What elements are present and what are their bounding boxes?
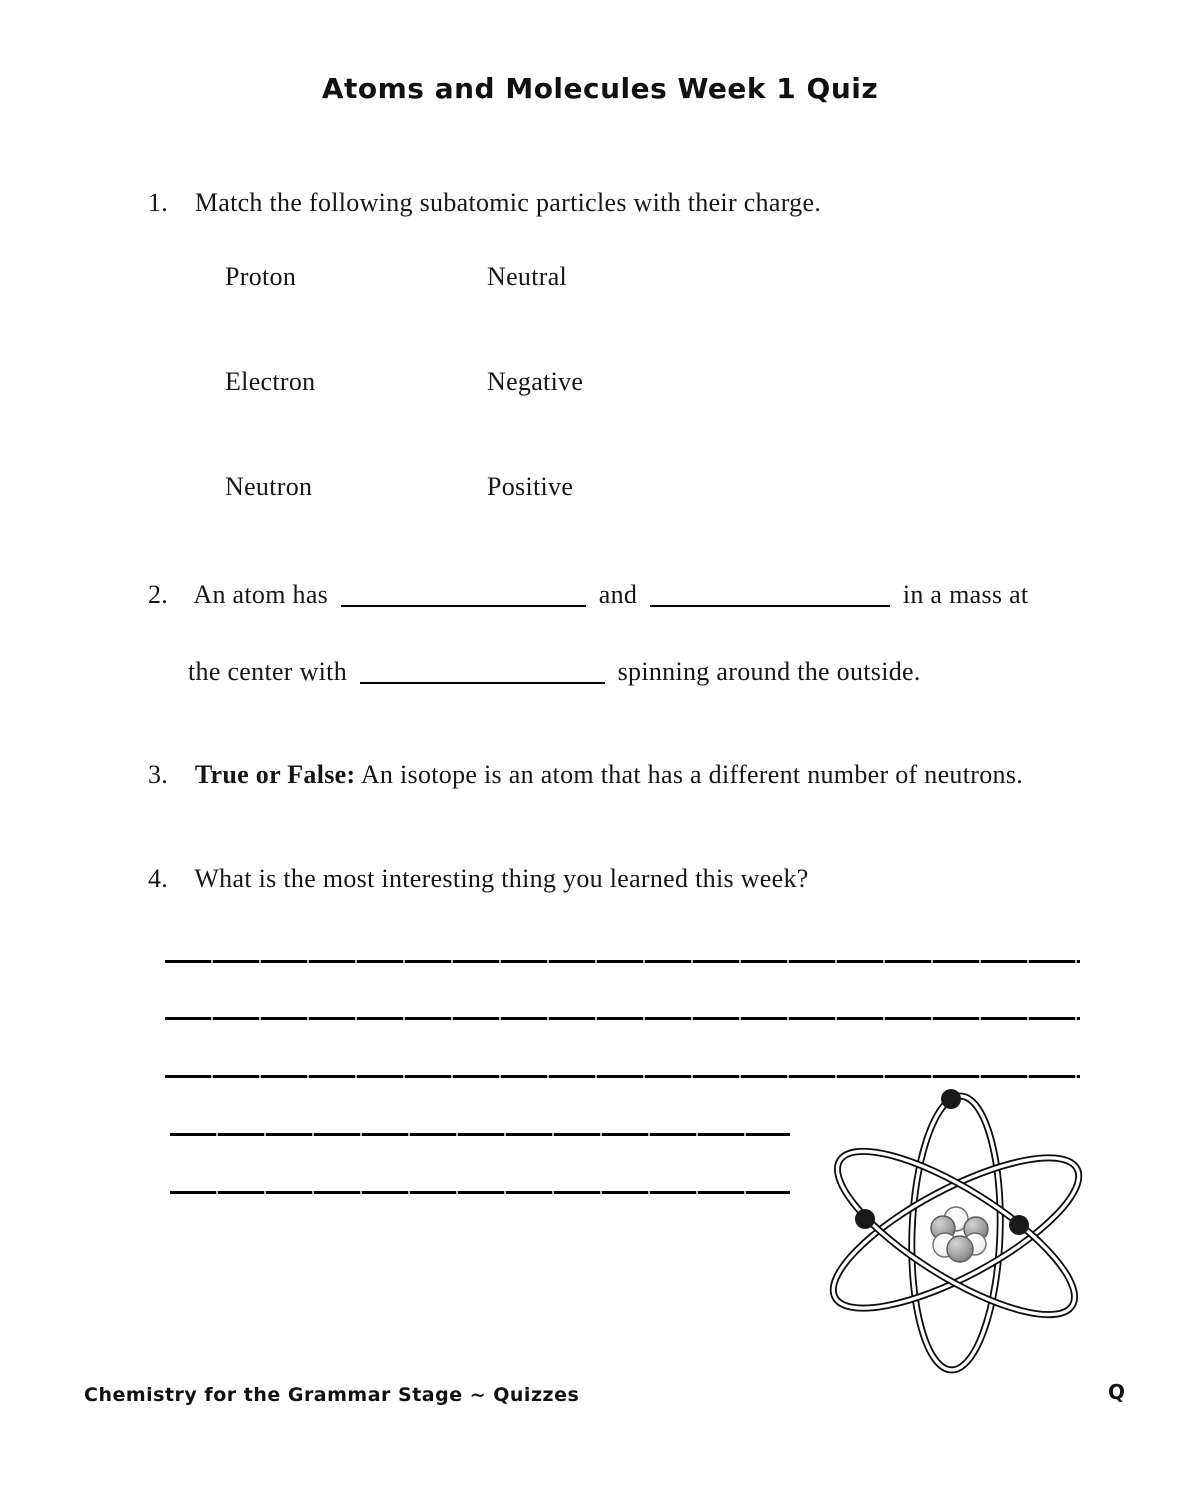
match-term-neutron[interactable]: Neutron: [225, 472, 313, 501]
atom-diagram-svg: [806, 1082, 1110, 1394]
question-4-number: 4.: [148, 864, 169, 893]
question-3: [148, 758, 1023, 792]
question-4: [148, 862, 809, 896]
writing-line-3[interactable]: [165, 1075, 1080, 1078]
question-2-segment-1: An atom has: [193, 580, 329, 609]
question-2-number: 2.: [148, 580, 169, 609]
match-option-neutral[interactable]: Neutral: [487, 262, 568, 291]
answer-blank-2[interactable]: [650, 587, 890, 607]
question-4-prompt: What is the most interesting thing you learned this week?: [194, 864, 809, 893]
question-1: [148, 186, 821, 220]
question-2-segment-2: and: [598, 580, 638, 609]
answer-blank-1[interactable]: [341, 587, 586, 607]
question-2-segment-5: spinning around the outside.: [617, 657, 921, 686]
match-term-electron[interactable]: Electron: [225, 367, 316, 396]
writing-line-5[interactable]: [170, 1191, 790, 1194]
match-option-negative[interactable]: Negative: [487, 367, 584, 396]
writing-line-1[interactable]: [165, 960, 1080, 963]
electron-top: [941, 1089, 961, 1109]
writing-line-4[interactable]: [170, 1133, 790, 1136]
footer-page-marker: Q: [1108, 1380, 1126, 1404]
question-2-line-2: [188, 655, 921, 689]
question-1-prompt: Match the following subatomic particles with their charge.: [194, 188, 822, 217]
electron-right: [1009, 1215, 1029, 1235]
orbit-paths: [814, 1095, 1097, 1372]
question-1-number: 1.: [148, 188, 169, 217]
question-3-prompt: An isotope is an atom that has a different number of neutrons.: [360, 760, 1024, 789]
question-2-segment-3: in a mass at: [902, 580, 1029, 609]
answer-blank-3[interactable]: [360, 664, 605, 684]
question-2-line-1: [148, 578, 1028, 612]
nucleus: [931, 1207, 988, 1262]
question-2-segment-4: the center with: [188, 657, 347, 686]
footer-series-title: Chemistry for the Grammar Stage ~ Quizzes: [84, 1384, 580, 1406]
match-option-positive[interactable]: Positive: [487, 472, 574, 501]
atom-illustration: [806, 1082, 1110, 1399]
page-title: Atoms and Molecules Week 1 Quiz: [321, 72, 879, 105]
electron-left: [855, 1209, 875, 1229]
writing-line-2[interactable]: [165, 1017, 1080, 1020]
question-3-bold-label: True or False:: [194, 760, 356, 789]
question-3-number: 3.: [148, 760, 169, 789]
match-term-proton[interactable]: Proton: [225, 262, 297, 291]
